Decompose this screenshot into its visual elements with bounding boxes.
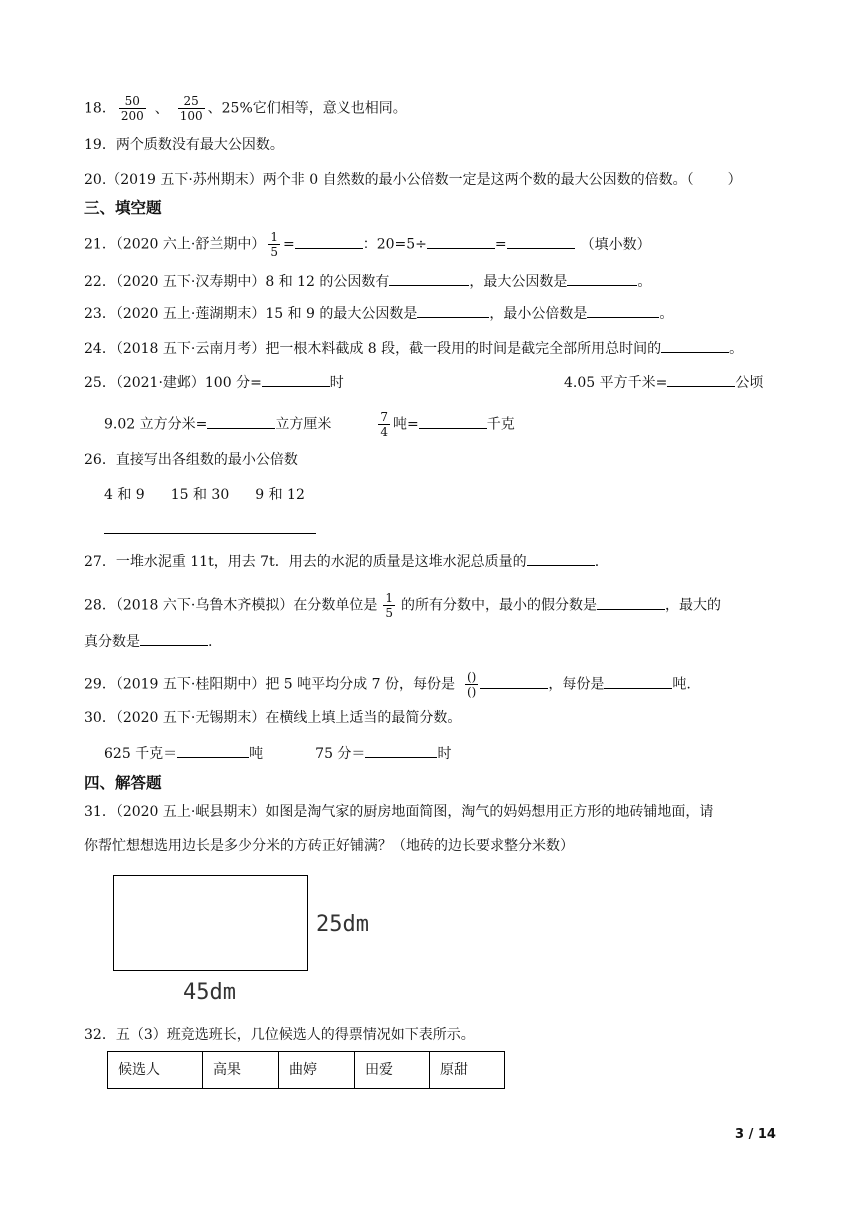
question-30: 30．（2020 五下·无锡期末）在横线上填上适当的最简分数。 <box>84 710 462 726</box>
table-header-cell: 田爱 <box>354 1051 430 1089</box>
fraction-1-5: $\frac{1}{5}$ <box>385 591 393 620</box>
answer-blank[interactable] <box>604 674 672 689</box>
question-26: 26．直接写出各组数的最小公倍数 <box>84 452 298 468</box>
answer-blank[interactable] <box>597 595 665 610</box>
question-26-pairs: 4 和 9 15 和 30 9 和 12 <box>104 487 305 503</box>
question-23: 23．（2020 五上·莲湖期末）15 和 9 的最大公因数是 ，最小公倍数是 。 <box>84 303 673 324</box>
question-22: 22．（2020 五下·汉寿期中）8 和 12 的公因数有 ，最大公因数是 。 <box>84 271 651 292</box>
question-19: 19．两个质数没有最大公因数。 <box>84 137 284 153</box>
answer-blank[interactable] <box>480 674 548 689</box>
width-label: 45dm <box>183 980 236 1005</box>
table-header-cell: 曲婷 <box>278 1051 355 1089</box>
question-18: 18． $\frac{50}{200}$ 、 $\frac{25}{100}$ 、25%它们相等，意义也相同。 <box>84 94 407 123</box>
table-header-cell: 候选人 <box>107 1051 203 1089</box>
fraction-50-200: $\frac{50}{200}$ <box>120 94 144 123</box>
answer-blank[interactable] <box>427 234 495 249</box>
question-25-row1-right: 4.05 平方千米= 公顷 <box>564 372 763 393</box>
section-3-title: 三、填空题 <box>84 199 162 217</box>
answer-blank[interactable] <box>417 303 489 318</box>
fraction-25-100: $\frac{25}{100}$ <box>179 94 203 123</box>
answer-blank[interactable] <box>295 234 363 249</box>
height-label: 25dm <box>316 912 369 937</box>
answer-blank[interactable] <box>419 414 487 429</box>
answer-blank[interactable] <box>567 271 637 286</box>
question-31: 31．（2020 五上·岷县期末）如图是淘气家的厨房地面简图，淘气的妈妈想用正方形的地砖铺地面，请 <box>84 804 714 820</box>
answer-blank[interactable] <box>177 743 249 758</box>
answer-blank[interactable] <box>527 551 595 566</box>
answer-blank[interactable] <box>507 234 575 249</box>
answer-blank[interactable] <box>661 338 729 353</box>
answer-blank[interactable] <box>207 414 275 429</box>
fraction-1-5: $\frac{1}{5}$ <box>270 230 278 259</box>
question-29: 29．（2019 五下·桂阳期中）把 5 吨平均分成 7 份，每份是 $\frac{()}{()}$ ，每份是 吨. <box>84 670 691 699</box>
section-4-title: 四、解答题 <box>84 774 162 792</box>
answer-line[interactable] <box>104 533 316 534</box>
question-25-row1: 25．（2021·建邺）100 分= 时 <box>84 372 344 393</box>
answer-blank[interactable] <box>389 271 469 286</box>
question-31-cont: 你帮忙想想选用边长是多少分米的方砖正好铺满？（地砖的边长要求整分米数） <box>84 838 574 854</box>
question-20: 20.（2019 五下·苏州期末）两个非 0 自然数的最小公倍数一定是这两个数的最大公因数的倍数。（ ） <box>84 172 742 188</box>
question-32: 32．五（3）班竞选班长，几位候选人的得票情况如下表所示。 <box>84 1027 475 1043</box>
table-header-cell: 高果 <box>202 1051 279 1089</box>
answer-blank[interactable] <box>587 303 659 318</box>
answer-blank[interactable] <box>365 743 437 758</box>
question-30-row: 625 千克＝ 吨 75 分＝ 时 <box>104 743 451 764</box>
answer-blank[interactable] <box>140 631 208 646</box>
question-25-row2: 9.02 立方分米= 立方厘米 $\frac{7}{4}$ 吨= 千克 <box>104 410 515 439</box>
page-number: 3 / 14 <box>735 1127 776 1142</box>
table-header-cell: 原甜 <box>429 1051 505 1089</box>
kitchen-floor-rectangle <box>113 875 308 971</box>
answer-blank[interactable] <box>262 372 330 387</box>
question-27: 27．一堆水泥重 11t，用去 7t．用去的水泥的质量是这堆水泥总质量的 . <box>84 551 599 572</box>
question-28-cont: 真分数是 . <box>84 631 212 652</box>
question-24: 24．（2018 五下·云南月考）把一根木料截成 8 段，截一段用的时间是截完全部所用总时间的 。 <box>84 338 743 359</box>
fraction-7-4: $\frac{7}{4}$ <box>380 410 388 439</box>
question-28: 28．（2018 六下·乌鲁木齐模拟）在分数单位是 $\frac{1}{5}$ 的所有分数中，最小的假分数是 ，最大的 <box>84 591 721 620</box>
fraction-blank: $\frac{()}{()}$ <box>466 670 477 699</box>
question-21: 21．（2020 六上·舒兰期中） $\frac{1}{5}$ = ：20=5÷ = （填小数） <box>84 230 651 259</box>
answer-blank[interactable] <box>667 372 735 387</box>
